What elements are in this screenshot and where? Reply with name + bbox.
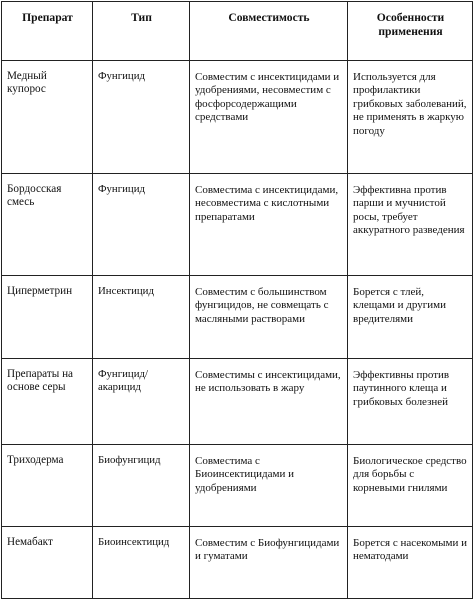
table-row xyxy=(2,61,473,174)
cell-osobennosti: Биологическое средство для борьбы с корневыми гнилями xyxy=(348,445,473,527)
table-header-row xyxy=(2,2,473,61)
cell-preparat: Триходерма xyxy=(2,445,93,527)
cell-preparat: Циперметрин xyxy=(2,276,93,359)
cell-preparat: Медный купорос xyxy=(2,61,93,174)
cell-sovmestimost: Совместима с инсектицидами, несовместима с кислотными препаратами xyxy=(190,174,348,276)
table-row xyxy=(2,174,473,276)
cell-tip: Инсектицид xyxy=(93,276,190,359)
cell-tip: Фунгицид xyxy=(93,174,190,276)
cell-osobennosti: Используется для профилактики грибковых заболеваний, не применять в жаркую погоду xyxy=(348,61,473,174)
cell-tip: Фунгицид xyxy=(93,61,190,174)
cell-osobennosti: Эффективны против паутинного клеща и грибковых болезней xyxy=(348,359,473,445)
header-osobennosti: Особенности применения xyxy=(348,2,473,61)
cell-tip: Биофунгицид xyxy=(93,445,190,527)
header-tip: Тип xyxy=(93,2,190,61)
cell-osobennosti: Борется с насекомыми и нематодами xyxy=(348,527,473,599)
cell-preparat: Бордосская смесь xyxy=(2,174,93,276)
table-row xyxy=(2,359,473,445)
table-row xyxy=(2,276,473,359)
cell-sovmestimost: Совместим с большинством фунгицидов, не совмещать с масляными растворами xyxy=(190,276,348,359)
cell-tip: Фунгицид/акарицид xyxy=(93,359,190,445)
cell-sovmestimost: Совместим с инсектицидами и удобрениями, несовместим с фосфорсодержащими средствами xyxy=(190,61,348,174)
cell-osobennosti: Эффективна против парши и мучнистой росы, требует аккуратного разведения xyxy=(348,174,473,276)
table-row xyxy=(2,445,473,527)
cell-osobennosti: Борется с тлей, клещами и другими вредителями xyxy=(348,276,473,359)
compatibility-table xyxy=(1,1,473,599)
table-row xyxy=(2,527,473,599)
cell-preparat: Немабакт xyxy=(2,527,93,599)
cell-preparat: Препараты на основе серы xyxy=(2,359,93,445)
header-sovmestimost: Совместимость xyxy=(190,2,348,61)
header-preparat: Препарат xyxy=(2,2,93,61)
cell-sovmestimost: Совместим с Биофунгицидами и гуматами xyxy=(190,527,348,599)
cell-tip: Биоинсектицид xyxy=(93,527,190,599)
cell-sovmestimost: Совместимы с инсектицидами, не использовать в жару xyxy=(190,359,348,445)
cell-sovmestimost: Совместима с Биоинсектицидами и удобрениями xyxy=(190,445,348,527)
